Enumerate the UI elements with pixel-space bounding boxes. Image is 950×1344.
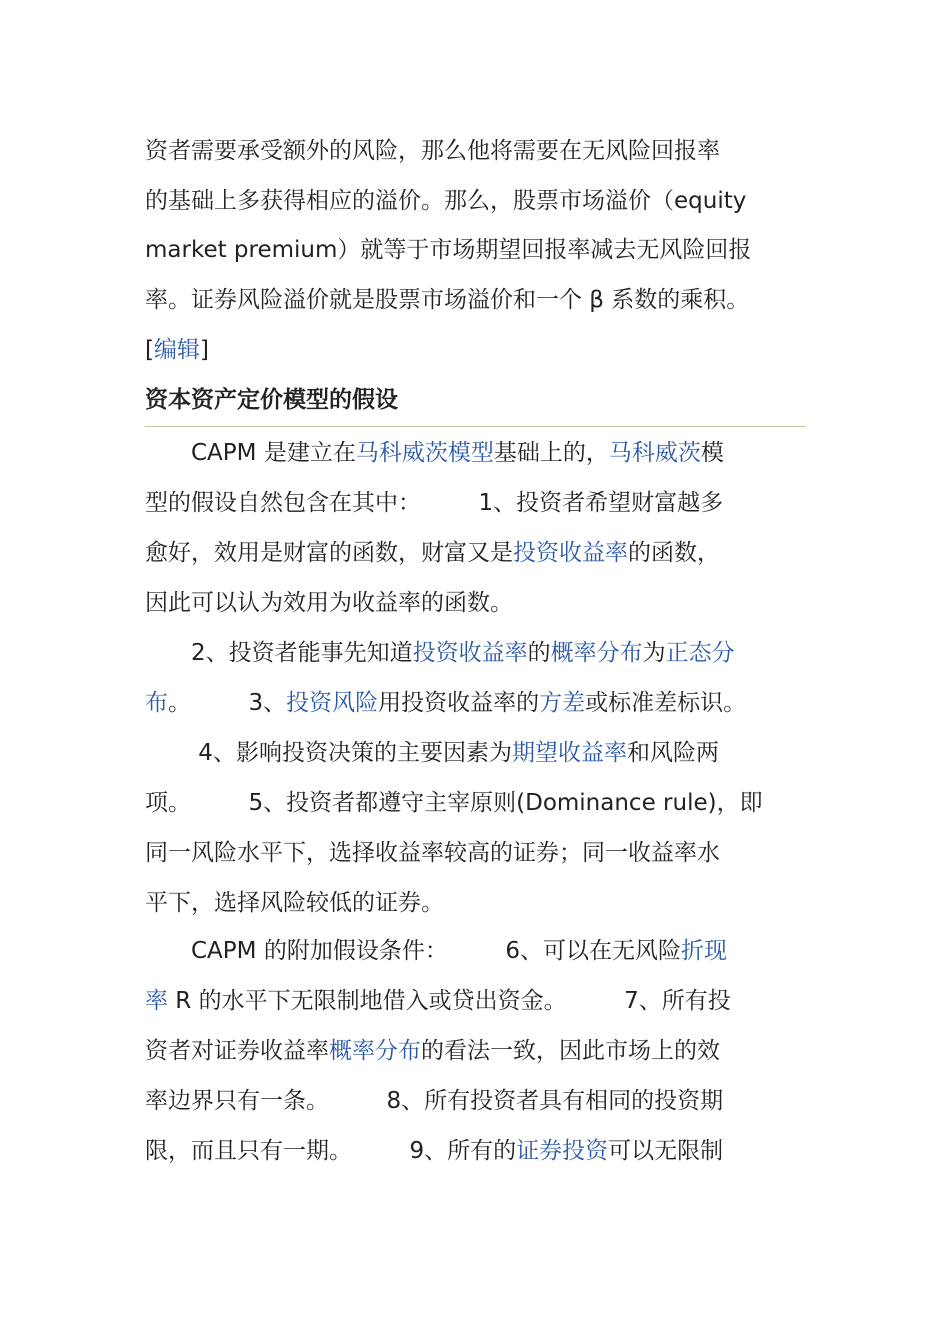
body-text: 的 (527, 640, 551, 666)
text-line (145, 736, 805, 770)
text-line (145, 536, 805, 570)
body-text: 资者对证券收益率 (145, 1038, 329, 1064)
body-text: CAPM 的附加假设条件： 6、可以在无风险 (145, 938, 681, 964)
body-text: 和风险两 (626, 740, 719, 766)
body-text: 同一风险水平下，选择收益率较高的证券；同一收益率水 (145, 840, 720, 866)
heading-divider (145, 426, 806, 427)
body-text: 基础上的， (493, 440, 609, 466)
body-text: 的函数， (628, 540, 720, 566)
text-line (145, 586, 805, 620)
wiki-link[interactable]: 概率分布 (550, 640, 643, 666)
section-heading: 资本资产定价模型的假设 (145, 387, 398, 413)
wiki-link[interactable]: 方差 (539, 690, 586, 716)
wiki-link[interactable]: 布 (145, 690, 168, 716)
body-text: ] (199, 337, 209, 363)
text-line (145, 436, 805, 470)
text-line (145, 934, 805, 968)
text-line (145, 283, 805, 317)
body-text: 用投资收益率的 (378, 690, 540, 716)
text-line (145, 1134, 805, 1168)
text-line (145, 984, 805, 1018)
text-line (145, 636, 805, 670)
text-line (145, 1084, 805, 1118)
body-text: 为 (642, 640, 666, 666)
body-text: 型的假设自然包含在其中： 1、投资者希望财富越多 (145, 490, 724, 516)
wiki-link[interactable]: 证券投资 (516, 1138, 609, 1164)
text-line (145, 1034, 805, 1068)
body-text: 的基础上多获得相应的溢价。那么，股票市场溢价（equity (145, 188, 747, 214)
body-text: 。 3、 (168, 690, 287, 716)
wiki-link[interactable]: 马科威茨 (608, 440, 701, 466)
body-text: market premium）就等于市场期望回报率减去无风险回报 (145, 237, 752, 263)
body-text: 率边界只有一条。 8、所有投资者具有相同的投资期 (145, 1088, 724, 1114)
body-text: 4、影响投资决策的主要因素为 (145, 740, 512, 766)
wiki-link[interactable]: 概率分布 (329, 1038, 421, 1064)
body-text: 项。 5、投资者都遵守主宰原则(Dominance rule)，即 (145, 790, 763, 816)
body-text: 的看法一致，因此市场上的效 (421, 1038, 720, 1064)
wiki-link[interactable]: 编辑 (153, 337, 200, 363)
text-line (145, 333, 805, 367)
text-line (145, 886, 805, 920)
body-text: 模 (700, 440, 724, 466)
body-text: 平下，选择风险较低的证券。 (145, 890, 444, 916)
text-line (145, 836, 805, 870)
text-line (145, 486, 805, 520)
text-line (145, 786, 805, 820)
text-line (145, 233, 805, 267)
body-text: 资者需要承受额外的风险，那么他将需要在无风险回报率 (145, 138, 720, 164)
wiki-link[interactable]: 马科威茨模型 (355, 440, 494, 466)
body-text: R 的水平下无限制地借入或贷出资金。 7、所有投 (168, 988, 731, 1014)
wiki-link[interactable]: 正态分 (665, 640, 735, 666)
wiki-link[interactable]: 投资收益率 (513, 540, 628, 566)
wiki-link[interactable]: 率 (145, 988, 168, 1014)
body-text: 限，而且只有一期。 9、所有的 (145, 1138, 517, 1164)
wiki-link[interactable]: 期望收益率 (511, 740, 627, 766)
body-text: 率。证券风险溢价就是股票市场溢价和一个 β 系数的乘积。 (145, 287, 750, 313)
body-text: 2、投资者能事先知道 (145, 640, 413, 666)
body-text: [ (145, 337, 154, 363)
text-line (145, 134, 805, 168)
text-line (145, 686, 805, 720)
body-text: 可以无限制 (608, 1138, 724, 1164)
body-text: 愈好，效用是财富的函数，财富又是 (145, 540, 513, 566)
body-text: 因此可以认为效用为收益率的函数。 (145, 590, 513, 616)
body-text: CAPM 是建立在 (145, 440, 356, 466)
body-text: 或标准差标识。 (585, 690, 747, 716)
text-line (145, 184, 805, 218)
wiki-link[interactable]: 投资风险 (286, 690, 379, 716)
wiki-link[interactable]: 投资收益率 (412, 640, 528, 666)
wiki-link[interactable]: 折现 (680, 938, 727, 964)
